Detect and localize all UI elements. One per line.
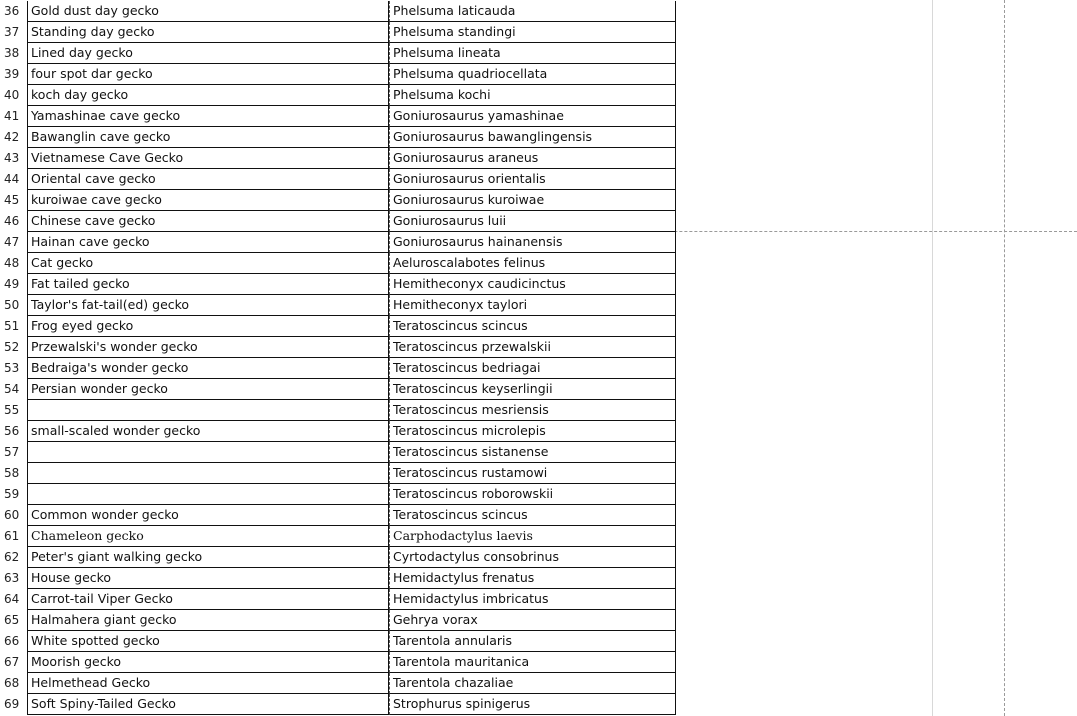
cell-scientific-name[interactable]: Goniurosaurus orientalis: [389, 169, 676, 190]
row-number[interactable]: 69: [0, 694, 27, 715]
cell-common-name[interactable]: White spotted gecko: [27, 631, 389, 652]
cell-scientific-name[interactable]: Goniurosaurus luii: [389, 211, 676, 232]
cell-scientific-name[interactable]: Hemitheconyx taylori: [389, 295, 676, 316]
cell-common-name[interactable]: Taylor's fat-tail(ed) gecko: [27, 295, 389, 316]
cell-common-name[interactable]: Fat tailed gecko: [27, 274, 389, 295]
row-number[interactable]: 66: [0, 631, 27, 652]
cell-scientific-name[interactable]: Gehrya vorax: [389, 610, 676, 631]
row-number[interactable]: 36: [0, 1, 27, 22]
cell-common-name[interactable]: Bawanglin cave gecko: [27, 127, 389, 148]
table-row[interactable]: [0, 295, 676, 316]
table-row[interactable]: [0, 463, 676, 484]
cell-common-name[interactable]: Gold dust day gecko: [27, 1, 389, 22]
cell-common-name[interactable]: koch day gecko: [27, 85, 389, 106]
row-number[interactable]: 46: [0, 211, 27, 232]
cell-scientific-name[interactable]: Phelsuma lineata: [389, 43, 676, 64]
cell-scientific-name[interactable]: Hemidactylus imbricatus: [389, 589, 676, 610]
table-row[interactable]: [0, 64, 676, 85]
row-number[interactable]: 51: [0, 316, 27, 337]
table-row[interactable]: [0, 148, 676, 169]
cell-scientific-name[interactable]: Hemidactylus frenatus: [389, 568, 676, 589]
table-row[interactable]: [0, 127, 676, 148]
cell-common-name[interactable]: Persian wonder gecko: [27, 379, 389, 400]
cell-common-name[interactable]: [27, 442, 389, 463]
table-row[interactable]: [0, 484, 676, 505]
table-row[interactable]: [0, 694, 676, 715]
cell-scientific-name[interactable]: Teratoscincus microlepis: [389, 421, 676, 442]
cell-scientific-name[interactable]: Teratoscincus sistanense: [389, 442, 676, 463]
row-number[interactable]: 38: [0, 43, 27, 64]
cell-common-name[interactable]: [27, 400, 389, 421]
row-number[interactable]: 47: [0, 232, 27, 253]
table-row[interactable]: [0, 169, 676, 190]
table-row[interactable]: [0, 652, 676, 673]
table-row[interactable]: [0, 316, 676, 337]
cell-common-name[interactable]: Common wonder gecko: [27, 505, 389, 526]
row-number[interactable]: 67: [0, 652, 27, 673]
cell-common-name[interactable]: four spot dar gecko: [27, 64, 389, 85]
cell-common-name[interactable]: Standing day gecko: [27, 22, 389, 43]
row-number[interactable]: 55: [0, 400, 27, 421]
cell-scientific-name[interactable]: Teratoscincus keyserlingii: [389, 379, 676, 400]
row-number[interactable]: 56: [0, 421, 27, 442]
table-row[interactable]: [0, 337, 676, 358]
cell-common-name[interactable]: small-scaled wonder gecko: [27, 421, 389, 442]
row-number[interactable]: 54: [0, 379, 27, 400]
cell-common-name[interactable]: Yamashinae cave gecko: [27, 106, 389, 127]
table-row[interactable]: [0, 547, 676, 568]
cell-scientific-name[interactable]: Goniurosaurus kuroiwae: [389, 190, 676, 211]
table-row[interactable]: [0, 106, 676, 127]
row-number[interactable]: 58: [0, 463, 27, 484]
cell-scientific-name[interactable]: Phelsuma kochi: [389, 85, 676, 106]
cell-common-name[interactable]: [27, 484, 389, 505]
cell-common-name[interactable]: Vietnamese Cave Gecko: [27, 148, 389, 169]
row-number[interactable]: 41: [0, 106, 27, 127]
cell-scientific-name[interactable]: Phelsuma laticauda: [389, 1, 676, 22]
cell-common-name[interactable]: Lined day gecko: [27, 43, 389, 64]
table-row[interactable]: [0, 673, 676, 694]
table-row[interactable]: [0, 211, 676, 232]
cell-common-name[interactable]: Chameleon gecko: [27, 526, 389, 547]
table-row[interactable]: [0, 442, 676, 463]
row-number[interactable]: 60: [0, 505, 27, 526]
cell-scientific-name[interactable]: Goniurosaurus bawanglingensis: [389, 127, 676, 148]
cell-scientific-name[interactable]: Cyrtodactylus consobrinus: [389, 547, 676, 568]
row-number[interactable]: 48: [0, 253, 27, 274]
cell-scientific-name[interactable]: Phelsuma standingi: [389, 22, 676, 43]
table-row[interactable]: [0, 400, 676, 421]
table-row[interactable]: [0, 232, 676, 253]
table-row[interactable]: [0, 190, 676, 211]
cell-common-name[interactable]: Oriental cave gecko: [27, 169, 389, 190]
table-row[interactable]: [0, 274, 676, 295]
cell-scientific-name[interactable]: Carphodactylus laevis: [389, 526, 676, 547]
cell-common-name[interactable]: Przewalski's wonder gecko: [27, 337, 389, 358]
cell-common-name[interactable]: Frog eyed gecko: [27, 316, 389, 337]
cell-scientific-name[interactable]: Goniurosaurus hainanensis: [389, 232, 676, 253]
table-row[interactable]: [0, 505, 676, 526]
cell-common-name[interactable]: Peter's giant walking gecko: [27, 547, 389, 568]
cell-common-name[interactable]: kuroiwae cave gecko: [27, 190, 389, 211]
cell-scientific-name[interactable]: Aeluroscalabotes felinus: [389, 253, 676, 274]
cell-common-name[interactable]: Hainan cave gecko: [27, 232, 389, 253]
table-row[interactable]: [0, 22, 676, 43]
row-number[interactable]: 64: [0, 589, 27, 610]
row-number[interactable]: 65: [0, 610, 27, 631]
cell-common-name[interactable]: Moorish gecko: [27, 652, 389, 673]
cell-scientific-name[interactable]: Tarentola mauritanica: [389, 652, 676, 673]
row-number[interactable]: 39: [0, 64, 27, 85]
table-row[interactable]: [0, 85, 676, 106]
cell-common-name[interactable]: Carrot-tail Viper Gecko: [27, 589, 389, 610]
row-number[interactable]: 37: [0, 22, 27, 43]
row-number[interactable]: 52: [0, 337, 27, 358]
table-row[interactable]: [0, 253, 676, 274]
cell-scientific-name[interactable]: Tarentola annularis: [389, 631, 676, 652]
cell-common-name[interactable]: Helmethead Gecko: [27, 673, 389, 694]
row-number[interactable]: 43: [0, 148, 27, 169]
cell-scientific-name[interactable]: Tarentola chazaliae: [389, 673, 676, 694]
table-row[interactable]: [0, 526, 676, 547]
table-row[interactable]: [0, 421, 676, 442]
cell-scientific-name[interactable]: Strophurus spinigerus: [389, 694, 676, 715]
table-row[interactable]: [0, 631, 676, 652]
cell-scientific-name[interactable]: Teratoscincus scincus: [389, 316, 676, 337]
cell-scientific-name[interactable]: Teratoscincus przewalskii: [389, 337, 676, 358]
cell-scientific-name[interactable]: Teratoscincus bedriagai: [389, 358, 676, 379]
row-number[interactable]: 40: [0, 85, 27, 106]
column-gridline: [932, 0, 933, 716]
table-row[interactable]: [0, 358, 676, 379]
cell-common-name[interactable]: Halmahera giant gecko: [27, 610, 389, 631]
table-row[interactable]: [0, 1, 676, 22]
table-row[interactable]: [0, 610, 676, 631]
cell-scientific-name[interactable]: Goniurosaurus yamashinae: [389, 106, 676, 127]
cell-scientific-name[interactable]: Teratoscincus mesriensis: [389, 400, 676, 421]
cell-common-name[interactable]: Bedraiga's wonder gecko: [27, 358, 389, 379]
row-number[interactable]: 61: [0, 526, 27, 547]
cell-scientific-name[interactable]: Phelsuma quadriocellata: [389, 64, 676, 85]
row-number[interactable]: 62: [0, 547, 27, 568]
row-number[interactable]: 57: [0, 442, 27, 463]
cell-scientific-name[interactable]: Teratoscincus rustamowi: [389, 463, 676, 484]
cell-scientific-name[interactable]: Teratoscincus scincus: [389, 505, 676, 526]
row-number[interactable]: 49: [0, 274, 27, 295]
row-number[interactable]: 53: [0, 358, 27, 379]
cell-scientific-name[interactable]: Hemitheconyx caudicinctus: [389, 274, 676, 295]
row-number[interactable]: 59: [0, 484, 27, 505]
row-number[interactable]: 42: [0, 127, 27, 148]
row-number[interactable]: 45: [0, 190, 27, 211]
table-row[interactable]: [0, 589, 676, 610]
row-number[interactable]: 50: [0, 295, 27, 316]
cell-common-name[interactable]: [27, 463, 389, 484]
cell-common-name[interactable]: Chinese cave gecko: [27, 211, 389, 232]
row-number[interactable]: 44: [0, 169, 27, 190]
table-row[interactable]: [0, 43, 676, 64]
cell-common-name[interactable]: Soft Spiny-Tailed Gecko: [27, 694, 389, 715]
cell-common-name[interactable]: Cat gecko: [27, 253, 389, 274]
row-number[interactable]: 63: [0, 568, 27, 589]
table-row[interactable]: [0, 568, 676, 589]
cell-common-name[interactable]: House gecko: [27, 568, 389, 589]
cell-scientific-name[interactable]: Goniurosaurus araneus: [389, 148, 676, 169]
cell-scientific-name[interactable]: Teratoscincus roborowskii: [389, 484, 676, 505]
row-number[interactable]: 68: [0, 673, 27, 694]
page-break-vertical: [1004, 0, 1005, 716]
table-row[interactable]: [0, 379, 676, 400]
